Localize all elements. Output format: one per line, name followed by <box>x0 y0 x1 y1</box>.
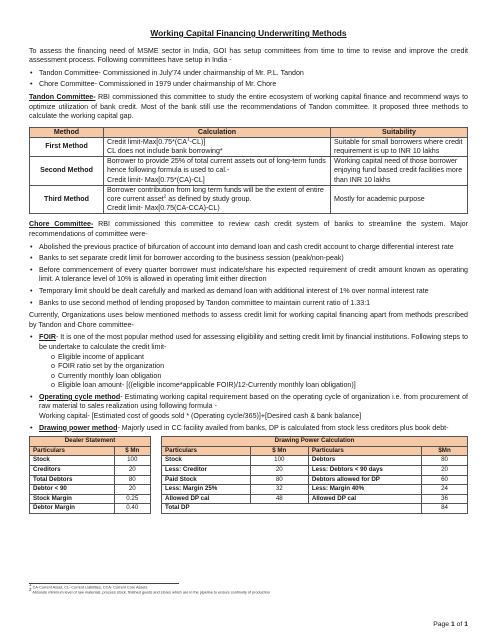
tandon-text: RBI commissioned this committee to study the entire ecosystem of working capital finance and recommend ways to optimize utilization of bank credit. Most of the bank still use the recommendations of Tandon committee. It proposed three methods to calculate the working capital gap. <box>29 92 468 121</box>
footnote-1: $^1$ CA-Current Asset, CL- Current Liabilities, CCA- Current Core Assets <box>29 582 148 590</box>
operating-cycle-item <box>29 393 468 422</box>
total-row <box>162 504 468 514</box>
committee-item-chore: • Chore Committee- Commissioned in 1979 under chairmanship of Mr. Chore <box>29 80 468 90</box>
page-number <box>433 620 468 630</box>
table-row <box>162 456 468 466</box>
list-item: • Abolished the previous practice of bifurcation of account into demand loan and cash credit account to charge differential interest rate <box>29 243 468 253</box>
table-cell: 100 <box>250 456 308 466</box>
page-of: of <box>454 621 465 628</box>
list-item: o Eligible income of applicant <box>51 353 468 363</box>
table-cell: 36 <box>422 494 468 504</box>
foir-steps-list <box>39 353 468 391</box>
page-current: 1 <box>450 621 455 628</box>
list-item: • Temporary limit should be dealt carefully and marked as demand loan with additional interest of 1% over normal interest rate <box>29 287 468 297</box>
table-cell: 20 <box>114 485 150 495</box>
table-cell: 32 <box>250 485 308 495</box>
table-row <box>30 466 151 476</box>
table-cell: 84 <box>422 504 468 514</box>
operating-cycle-heading: Operating cycle method <box>39 392 121 401</box>
table-row <box>162 494 468 504</box>
table-cell: Stock <box>30 456 115 466</box>
table-cell: 48 <box>250 494 308 504</box>
table-cell: Less: Margin 25% <box>162 485 251 495</box>
table-cell: 80 <box>250 475 308 485</box>
drawing-power-tables <box>29 436 468 514</box>
dealer-statement-title: Dealer Statement <box>30 437 151 447</box>
methods-header-row <box>30 127 468 137</box>
table-cell: 24 <box>422 485 468 495</box>
methods-header-calculation: Calculation <box>104 127 331 137</box>
table-cell: Allowed DP cal <box>162 494 251 504</box>
list-item: • Before commencement of every quarter borrower must indicate/share his expected requirement of credit amount known as operating limit. A tolerance level of 10% is allowed in operating limit either direction <box>29 266 468 285</box>
drawing-power-text: - Majorly used in CC facility availed from banks, DP is calculated from stock less creditors plus book debt- <box>117 423 449 432</box>
table-cell: Less: Creditor <box>162 466 251 476</box>
calc-text: CL does not include bank borrowing* <box>107 146 223 155</box>
tandon-heading: Tandon Committee- <box>29 92 96 101</box>
footnote-text: CA-Current Asset, CL- Current Liabilities, CCA- Current Core Assets <box>32 585 148 590</box>
column-header: $ Mn <box>250 446 308 456</box>
chore-text: RBI commissioned this committee to review cash credit system of banks to streamline the system. Major recommendations of committee were- <box>29 220 468 238</box>
methods-row-third <box>30 185 468 214</box>
operating-cycle-text: - Estimating working capital requirement based on the operating cycle of organization i.e. from procurement of raw material to sales realization using following formula - <box>39 392 468 411</box>
list-item: • Banks to set separate credit limit for borrower according to the business session (peak/non-peak) <box>29 254 468 264</box>
method-suitability: Mostly for academic purpose <box>331 185 468 214</box>
table-row <box>162 485 468 495</box>
table-row <box>30 475 151 485</box>
calc-text: Credit limit- Max[0.75*(CA)-CL] <box>107 175 205 184</box>
table-cell: 20 <box>250 466 308 476</box>
foir-item <box>29 333 468 391</box>
methods-row-first <box>30 137 468 156</box>
page-total: 1 <box>464 621 468 628</box>
list-item: • Banks to use second method of lending proposed by Tandon committee to maintain current ratio of 1.33:1 <box>29 299 468 309</box>
dealer-statement-table <box>29 436 151 514</box>
column-header: Particulars <box>30 446 115 456</box>
footnote-ref: 1 <box>187 136 190 142</box>
table-cell: Paid Stock <box>162 475 251 485</box>
table-row <box>30 504 151 514</box>
operating-cycle-formula: Working capital- [Estimated cost of goods sold * (Operating cycle/365)]+[Desired cash & bank balance] <box>39 412 362 421</box>
table-cell: Stock <box>162 456 251 466</box>
table-row <box>162 466 468 476</box>
foir-text: - It is one of the most popular method used for assessing eligibility and setting credit limit by financial institutions. Following steps to be undertake to calculate the credit limit- <box>39 333 468 351</box>
column-header: $Mn <box>422 446 468 456</box>
table-cell: 80 <box>422 456 468 466</box>
footnote-divider <box>29 583 179 584</box>
table-cell: Debtor Margin <box>30 504 115 514</box>
table-cell: Less: Margin 40% <box>308 485 421 495</box>
table-row <box>30 494 151 504</box>
table-cell: Debtors <box>308 456 421 466</box>
calc-text: Credit limit-Max[0.75*(CA <box>107 137 188 146</box>
methods-table <box>29 127 468 215</box>
method-calc <box>104 157 331 186</box>
assessment-methods-list <box>29 333 468 433</box>
method-suitability: Working capital need of those borrower enjoying fund based credit facilities more than INR 10 lakhs <box>331 157 468 186</box>
footnote-text: Absolute minimum level of raw materials, process stock, finished goods and stores which are in the pipeline to ensure continuity of production <box>32 590 270 595</box>
dp-calc-title: Drawing Power Calculation <box>162 437 468 447</box>
table-cell: 80 <box>114 475 150 485</box>
column-header: $ Mn <box>114 446 150 456</box>
list-item: o Eligible loan amount- [((eligible income*applicable FOIR)/12-Currently monthly loan obligation)] <box>51 381 468 391</box>
table-cell: Total DP <box>162 504 422 514</box>
page-label: Page <box>433 621 451 628</box>
table-cell: Total Debtors <box>30 475 115 485</box>
calc-text: Borrower to provide 25% of total current assets out of long-term funds hence following formula is used to cal.- <box>107 157 326 175</box>
table-cell: Stock Margin <box>30 494 115 504</box>
committee-list <box>29 69 468 90</box>
footnote-ref: 2 <box>163 193 167 199</box>
table-row <box>30 485 151 495</box>
methods-row-second <box>30 157 468 186</box>
table-cell: Creditors <box>30 466 115 476</box>
table-cell: Debtors allowed for DP <box>308 475 421 485</box>
foir-heading: FOIR <box>39 333 56 342</box>
tandon-paragraph <box>29 93 468 122</box>
committee-item-tandon: • Tandon Committee- Commissioned in July'74 under chairmanship of Mr. P.L. Tandon <box>29 69 468 79</box>
footnotes <box>29 583 469 596</box>
calc-text: Credit limit- Max[0.75(CA-CCA)-CL) <box>107 204 220 213</box>
chore-heading: Chore Committee- <box>29 220 94 229</box>
chore-paragraph <box>29 220 468 239</box>
methods-header-method: Method <box>30 127 104 137</box>
table-cell: 60 <box>422 475 468 485</box>
table-cell: 100 <box>114 456 150 466</box>
chore-recommendations-list <box>29 243 468 309</box>
methods-header-suitability: Suitability <box>331 127 468 137</box>
table-row <box>30 456 151 466</box>
list-item: o FOIR ratio set by the organization <box>51 362 468 372</box>
drawing-power-heading: Drawing power method <box>39 423 118 432</box>
calc-text: as defined by study group. <box>166 194 252 203</box>
method-name: Second Method <box>30 157 104 186</box>
calc-text: Borrower contribution from long term funds will be the extent of entire core current asset <box>107 185 324 203</box>
intro-paragraph: To assess the financing need of MSME sector in India, GOI has setup committees from time to time to revise and improve the credit assessment process. Following committees have setup in India - <box>29 46 468 65</box>
footnote-2: $^2$ Absolute minimum level of raw materials, process stock, finished goods and stores which are in the pipeline to ensure continuity of production <box>29 587 270 595</box>
method-calc <box>104 137 331 156</box>
table-cell: 0.25 <box>114 494 150 504</box>
method-suitability: Suitable for small borrowers where credit requirement is up to INR 10 lakhs <box>331 137 468 156</box>
method-calc <box>104 185 331 214</box>
column-header: Particulars <box>162 446 251 456</box>
table-cell: Less: Debtors < 90 days <box>308 466 421 476</box>
current-methods-paragraph: Currently, Organizations uses below mentioned methods to assess credit limit for working capital financing apart from methods prescribed by Tandon and Chore committee- <box>29 311 468 329</box>
table-cell: Allowed DP cal <box>308 494 421 504</box>
method-name: Third Method <box>30 185 104 214</box>
method-name: First Method <box>30 137 104 156</box>
table-row <box>162 475 468 485</box>
table-cell: 0.40 <box>114 504 150 514</box>
table-cell: 20 <box>114 466 150 476</box>
drawing-power-item <box>29 424 468 434</box>
table-cell: Debtor < 90 <box>30 485 115 495</box>
column-header: Particulars <box>308 446 421 456</box>
page-title: Working Capital Financing Underwriting Methods <box>150 28 347 38</box>
table-cell: 20 <box>422 466 468 476</box>
calc-text: -CL)] <box>189 137 206 146</box>
drawing-power-calculation-table <box>161 436 468 514</box>
list-item: o Currently monthly loan obligation <box>51 372 468 382</box>
